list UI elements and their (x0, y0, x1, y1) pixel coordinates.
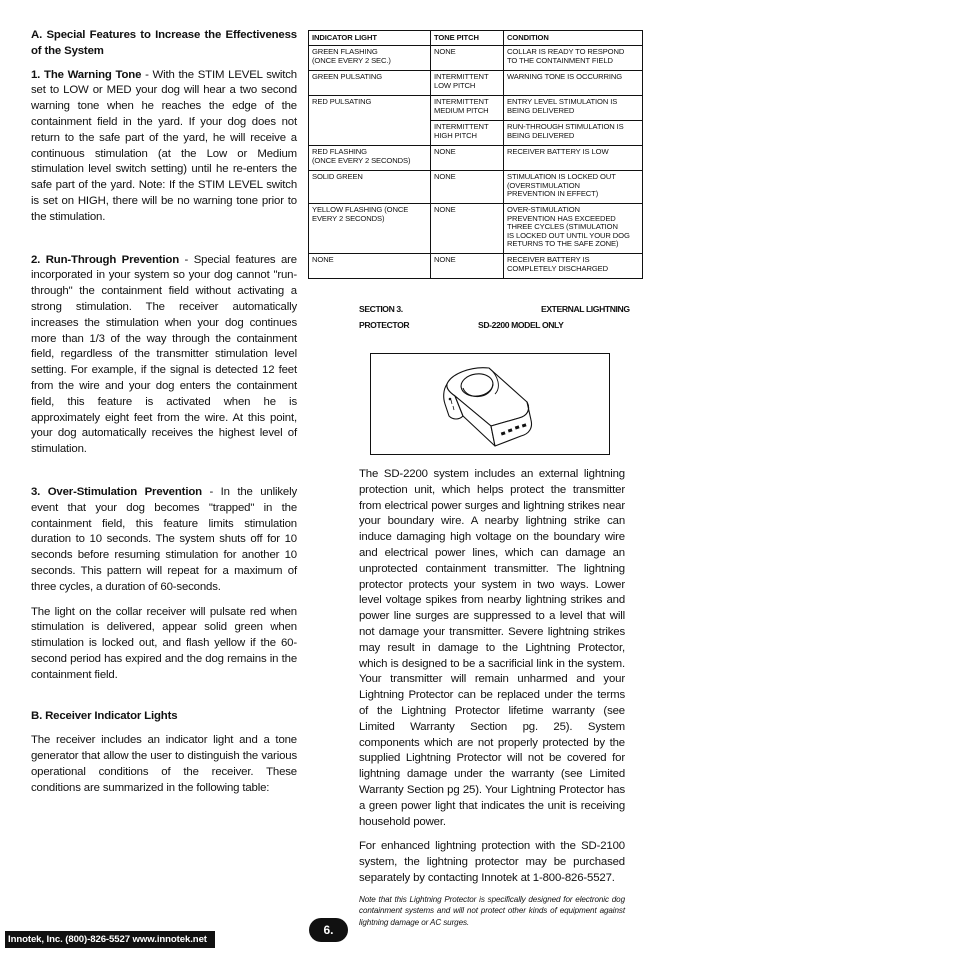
cell-condition: STIMULATION IS LOCKED OUT (OVERSTIMULATION PREVENTION IN EFFECT) (504, 171, 643, 204)
cell-tone-pitch: NONE (431, 171, 504, 204)
cell-indicator-light: SOLID GREEN (309, 171, 431, 204)
cell-condition: RECEIVER BATTERY IS COMPLETELY DISCHARGED (504, 254, 643, 279)
left-column (31, 28, 297, 796)
section-3-title-continued: PROTECTOR (359, 320, 410, 330)
warning-tone-body: - With the STIM LEVEL switch set to LOW or MED your dog will hear a two second warning tone when he reaches the edge of the containment field in the yard. If your dog does not return to the safe part of the yard, he will receive a continuous stimulation (at the Low or Medium stimulation level switch setting) until he re-enters the safe part of the yard. Note: If the STIM LEVEL switch is set on HIGH, there will be no warning tone prior to the stimulation. (31, 68, 297, 223)
table-row (309, 46, 643, 71)
section-3-title: EXTERNAL LIGHTNING (541, 304, 630, 314)
cell-tone-pitch: NONE (431, 146, 504, 171)
over-stimulation-paragraph (31, 485, 297, 596)
table-row (309, 146, 643, 171)
run-through-body: - Special features are incorporated in your system so your dog cannot "run-through" the containment field without activating a strong stimulation. The receiver automatically increases the stimulation when your dog continues more than 1/3 of the way through the containment field, regardless of the transmitter stimulation level setting. For example, if the signal is detected 12 feet from the wire and your dog enters the containment field, this feature is activated when he is approximately eight feet from the wire. At this point, your dog automatically receives the highest level of stimulation. (31, 253, 297, 456)
warning-tone-paragraph (31, 68, 297, 226)
cell-indicator-light: GREEN PULSATING (309, 71, 431, 96)
cell-condition: COLLAR IS READY TO RESPOND TO THE CONTAINMENT FIELD (504, 46, 643, 71)
column-header-tone-pitch: TONE PITCH (431, 31, 504, 46)
receiver-paragraph: The receiver includes an indicator light and a tone generator that allow the user to distinguish the various operational conditions of the receiver. These conditions are summarized in the following table: (31, 734, 297, 794)
section-3-model: SD-2200 MODEL ONLY (478, 320, 564, 330)
table-header-row (309, 31, 643, 46)
lightning-note: Note that this Lightning Protector is specifically designed for electronic dog containment systems and will not protect other kinds of equipment against lightning damage or AC surges. (359, 894, 625, 927)
cell-indicator-light: NONE (309, 254, 431, 279)
table-row (309, 254, 643, 279)
right-column (359, 467, 625, 928)
over-stimulation-title: 3. Over-Stimulation Prevention (31, 485, 202, 498)
cell-tone-pitch: INTERMITTENT HIGH PITCH (431, 121, 504, 146)
cell-condition: RECEIVER BATTERY IS LOW (504, 146, 643, 171)
section-a-heading: A. Special Features to Increase the Effectiveness of the System (31, 29, 297, 57)
warning-tone-title: 1. The Warning Tone (31, 68, 142, 81)
cell-tone-pitch: NONE (431, 204, 504, 254)
sd2100-paragraph: For enhanced lightning protection with the SD-2100 system, the lightning protector may be purchased separately by contacting Innotek at 1-800-826-5527. (359, 840, 625, 884)
lightning-protector-device-icon (371, 354, 609, 454)
cell-tone-pitch: NONE (431, 254, 504, 279)
column-header-indicator-light: INDICATOR LIGHT (309, 31, 431, 46)
footer-company-bar: Innotek, Inc. (800)-826-5527 www.innotek.net (5, 931, 215, 948)
cell-indicator-light: GREEN FLASHING (ONCE EVERY 2 SEC.) (309, 46, 431, 71)
indicator-lights-table (308, 30, 643, 279)
table-body (309, 46, 643, 279)
run-through-title: 2. Run-Through Prevention (31, 253, 180, 266)
cell-tone-pitch: NONE (431, 46, 504, 71)
run-through-paragraph (31, 253, 297, 458)
section-b-heading: B. Receiver Indicator Lights (31, 710, 178, 723)
cell-condition: OVER-STIMULATION PREVENTION HAS EXCEEDED THREE CYCLES (STIMULATION IS LOCKED OUT UNTIL YOUR DOG RETURNS TO THE SAFE ZONE) (504, 204, 643, 254)
over-stimulation-body: - In the unlikely event that your dog becomes "trapped" in the containment field, this feature limits stimulation duration to 10 seconds. The system shuts off for 10 seconds before resuming stimulation for another 10 seconds. This pattern will repeat for a maximum of three cycles, a duration of 60-seconds. (31, 485, 297, 593)
cell-indicator-light: RED FLASHING (ONCE EVERY 2 SECONDS) (309, 146, 431, 171)
cell-condition: RUN-THROUGH STIMULATION IS BEING DELIVERED (504, 121, 643, 146)
section-3-label: SECTION 3. (359, 304, 403, 314)
device-illustration-frame (370, 353, 610, 455)
page-number: 6. (309, 918, 348, 942)
table-row (309, 96, 643, 121)
cell-indicator-light: YELLOW FLASHING (ONCE EVERY 2 SECONDS) (309, 204, 431, 254)
cell-condition: ENTRY LEVEL STIMULATION IS BEING DELIVERED (504, 96, 643, 121)
column-header-condition: CONDITION (504, 31, 643, 46)
table-row (309, 171, 643, 204)
collar-light-paragraph: The light on the collar receiver will pulsate red when stimulation is delivered, appear solid green when stimulation is locked out, and flash yellow if the 60-second period has expired and the dog remains in the containment field. (31, 605, 297, 681)
cell-tone-pitch: INTERMITTENT LOW PITCH (431, 71, 504, 96)
cell-condition: WARNING TONE IS OCCURRING (504, 71, 643, 96)
table-row (309, 71, 643, 96)
cell-tone-pitch: INTERMITTENT MEDIUM PITCH (431, 96, 504, 121)
cell-indicator-light: RED PULSATING (309, 96, 431, 146)
lightning-protector-paragraph: The SD-2200 system includes an external lightning protection unit, which helps protect the transmitter from electrical power surges and lightning strikes near your boundary wire. A nearby lightning strike can induce damaging high voltage on the boundary wire and electrical power lines, which can damage an unprotected containment transmitter. The lightning protector protects your system in two ways. Lower level voltage spikes from nearby lightning strikes and power line surges are suppressed to a level that will not damage your transmitter. Severe lightning strikes may result in damage to the Lightning Protector, which is designed to be a sacrificial link in the system. Your transmitter will remain unharmed and your Lightning Protector can be replaced under the terms of the Lightning Protector lifetime warranty (see Limited Warranty Section pg. 25). System components which are not properly protected by the supplied Lightning Protector will not be covered for lightning damage under the warranty (see Limited Warranty Section pg 25). Your Lightning Protector has a green power light that indicates the unit is receiving household power. (359, 468, 625, 828)
table-row (309, 204, 643, 254)
